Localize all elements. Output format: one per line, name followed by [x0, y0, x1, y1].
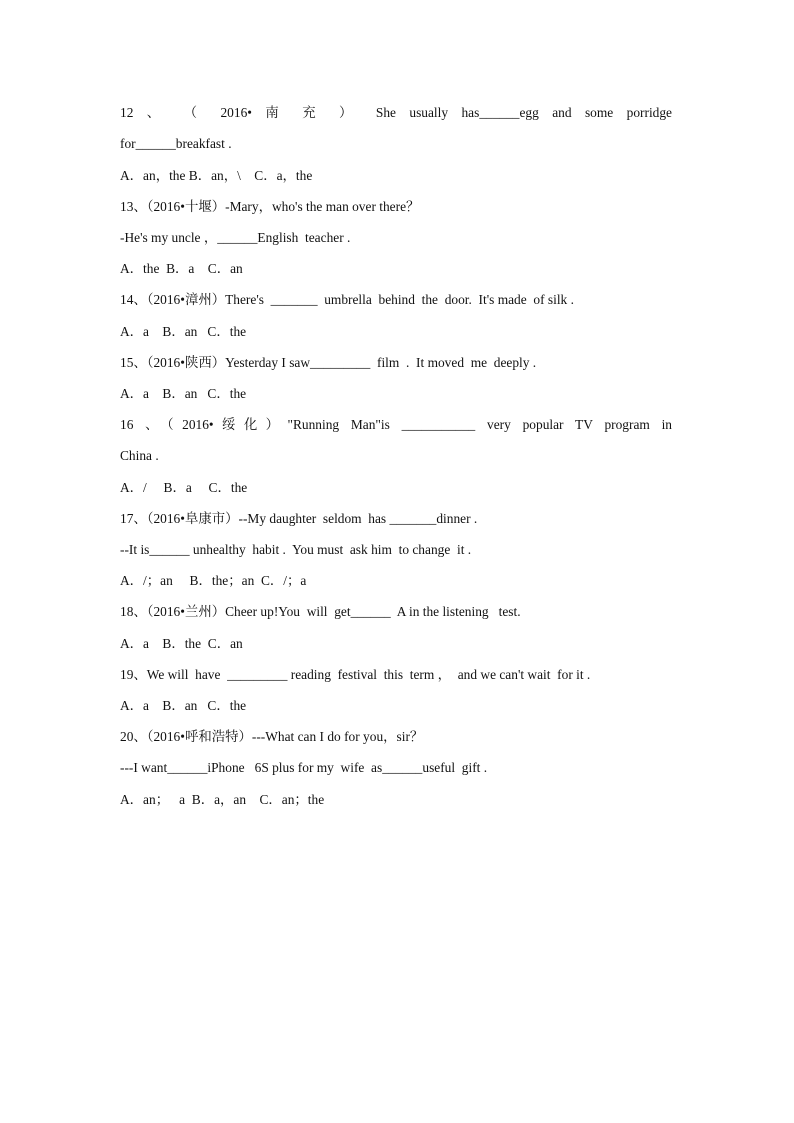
question-20-line-2: ---I want______iPhone 6S plus for my wife as______useful gift . — [120, 760, 488, 775]
question-13-options: A．the B．a C．an — [120, 261, 243, 276]
question-13-line-2: -He's my uncle ，______English teacher . — [120, 230, 351, 245]
question-18-line-1: 18、（2016•兰州）Cheer up!You will get______ A in the listening test. — [120, 604, 521, 619]
question-16-options: A．/ B．a C．the — [120, 480, 248, 495]
question-14-line-1: 14、（2016•漳州）There's _______ umbrella behind the door. It's made of silk . — [120, 292, 574, 307]
question-17-line-2: --It is______ unhealthy habit . You must ask him to change it . — [120, 542, 472, 557]
question-16-line-1: 16 、（2016•绥化）"Running Man"is ___________ very popular TV program in — [120, 417, 672, 432]
question-12-line-1: 12 、 （ 2016• 南 充 ） She usually has______egg and some porridge — [120, 105, 672, 120]
question-20-options: A．an； a B．a，an C．an；the — [120, 792, 325, 807]
question-13-line-1: 13、（2016•十堰）-Mary，who's the man over there？ — [120, 199, 420, 214]
question-18-options: A．a B．the C．an — [120, 636, 243, 651]
question-15-line-1: 15、（2016•陕西）Yesterday I saw_________ film . It moved me deeply . — [120, 355, 537, 370]
question-19-options: A．a B．an C．the — [120, 698, 247, 713]
question-14-options: A．a B．an C．the — [120, 324, 247, 339]
question-19-line-1: 19、We will have _________ reading festival this term ， and we can't wait for it . — [120, 667, 591, 682]
question-17-options: A．/；an B．the；an C．/；a — [120, 573, 307, 588]
question-16-line-2: China . — [120, 448, 159, 463]
question-12-line-2: for______breakfast . — [120, 136, 232, 151]
question-12-options: A．an，the B．an，\ C．a，the — [120, 168, 313, 183]
question-20-line-1: 20、（2016•呼和浩特）---What can I do for you，sir？ — [120, 729, 424, 744]
question-15-options: A．a B．an C．the — [120, 386, 247, 401]
question-17-line-1: 17、（2016•阜康市）--My daughter seldom has _______dinner . — [120, 511, 478, 526]
